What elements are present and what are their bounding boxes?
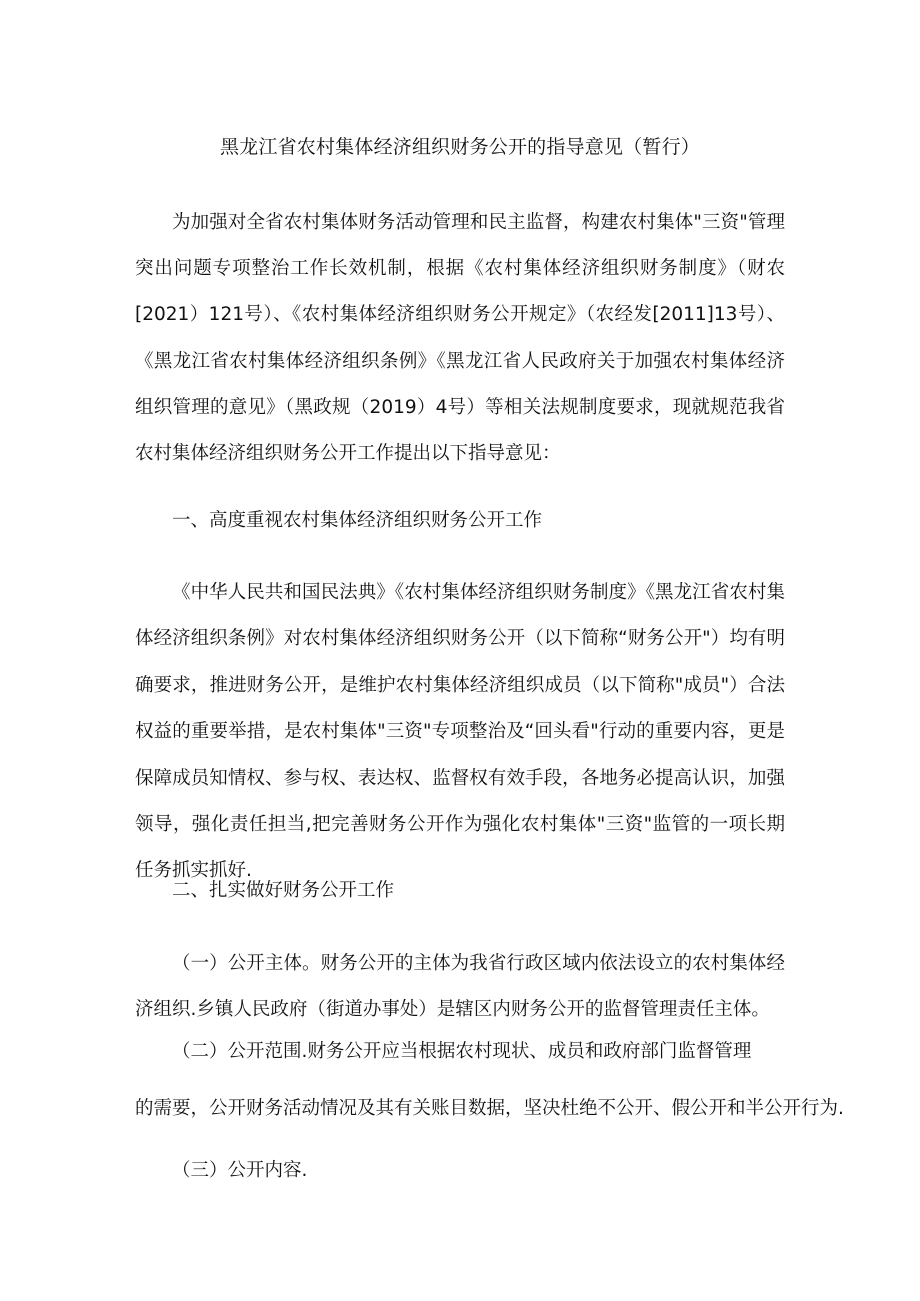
document-title: 黑龙江省农村集体经济组织财务公开的指导意见（暂行） [219, 136, 700, 158]
item-3-heading: （三）公开内容. [172, 1160, 308, 1181]
section-1-body: 《中华人民共和国民法典》《农村集体经济组织财务制度》《黑龙江省农村集体经济组织条例》对农村集体经济组织财务公开（以下简称“财务公开"）均有明确要求，推进财务公开，是维护农村集体经济组织成员（以下简称"成员"）合法权益的重要举措，是农村集体"三资"专项整治及“回头看"行动的重要内容，更是保障成员知情权、参与权、表达权、监督权有效手段，各地务必提高认识，加强领导，强化责任担当,把完善财务公开作为强化农村集体"三资"监管的一项长期任务抓实抓好. [135, 582, 785, 882]
item-1-paragraph: （一）公开主体。财务公开的主体为我省行政区域内依法设立的农村集体经济组织.乡镇人民政府（街道办事处）是辖区内财务公开的监督管理责任主体。 [135, 953, 785, 1020]
section-1-heading: 一、高度重视农村集体经济组织财务公开工作 [172, 510, 543, 531]
intro-paragraph: 为加强对全省农村集体财务活动管理和民主监督，构建农村集体"三资"管理突出问题专项整治工作长效机制，根据《农村集体经济组织财务制度》（财农[2021）121号）、《农村集体经济组织财务公开规定》（农经发[2011]13号）、《黑龙江省农村集体经济组织条例》《黑龙江省人民政府关于加强农村集体经济组织管理的意见》（黑政规（2019）4号）等相关法规制度要求，现就规范我省农村集体经济组织财务公开工作提出以下指导意见： [135, 212, 785, 465]
section-2-heading: 二、扎实做好财务公开工作 [172, 880, 395, 901]
item-2-line-2: 的需要，公开财务活动情况及其有关账目数据，坚决杜绝不公开、假公开和半公开行为. [135, 1098, 844, 1119]
item-2-line-1: （二）公开范围.财务公开应当根据农村现状、成员和政府部门监督管理 [172, 1041, 752, 1062]
